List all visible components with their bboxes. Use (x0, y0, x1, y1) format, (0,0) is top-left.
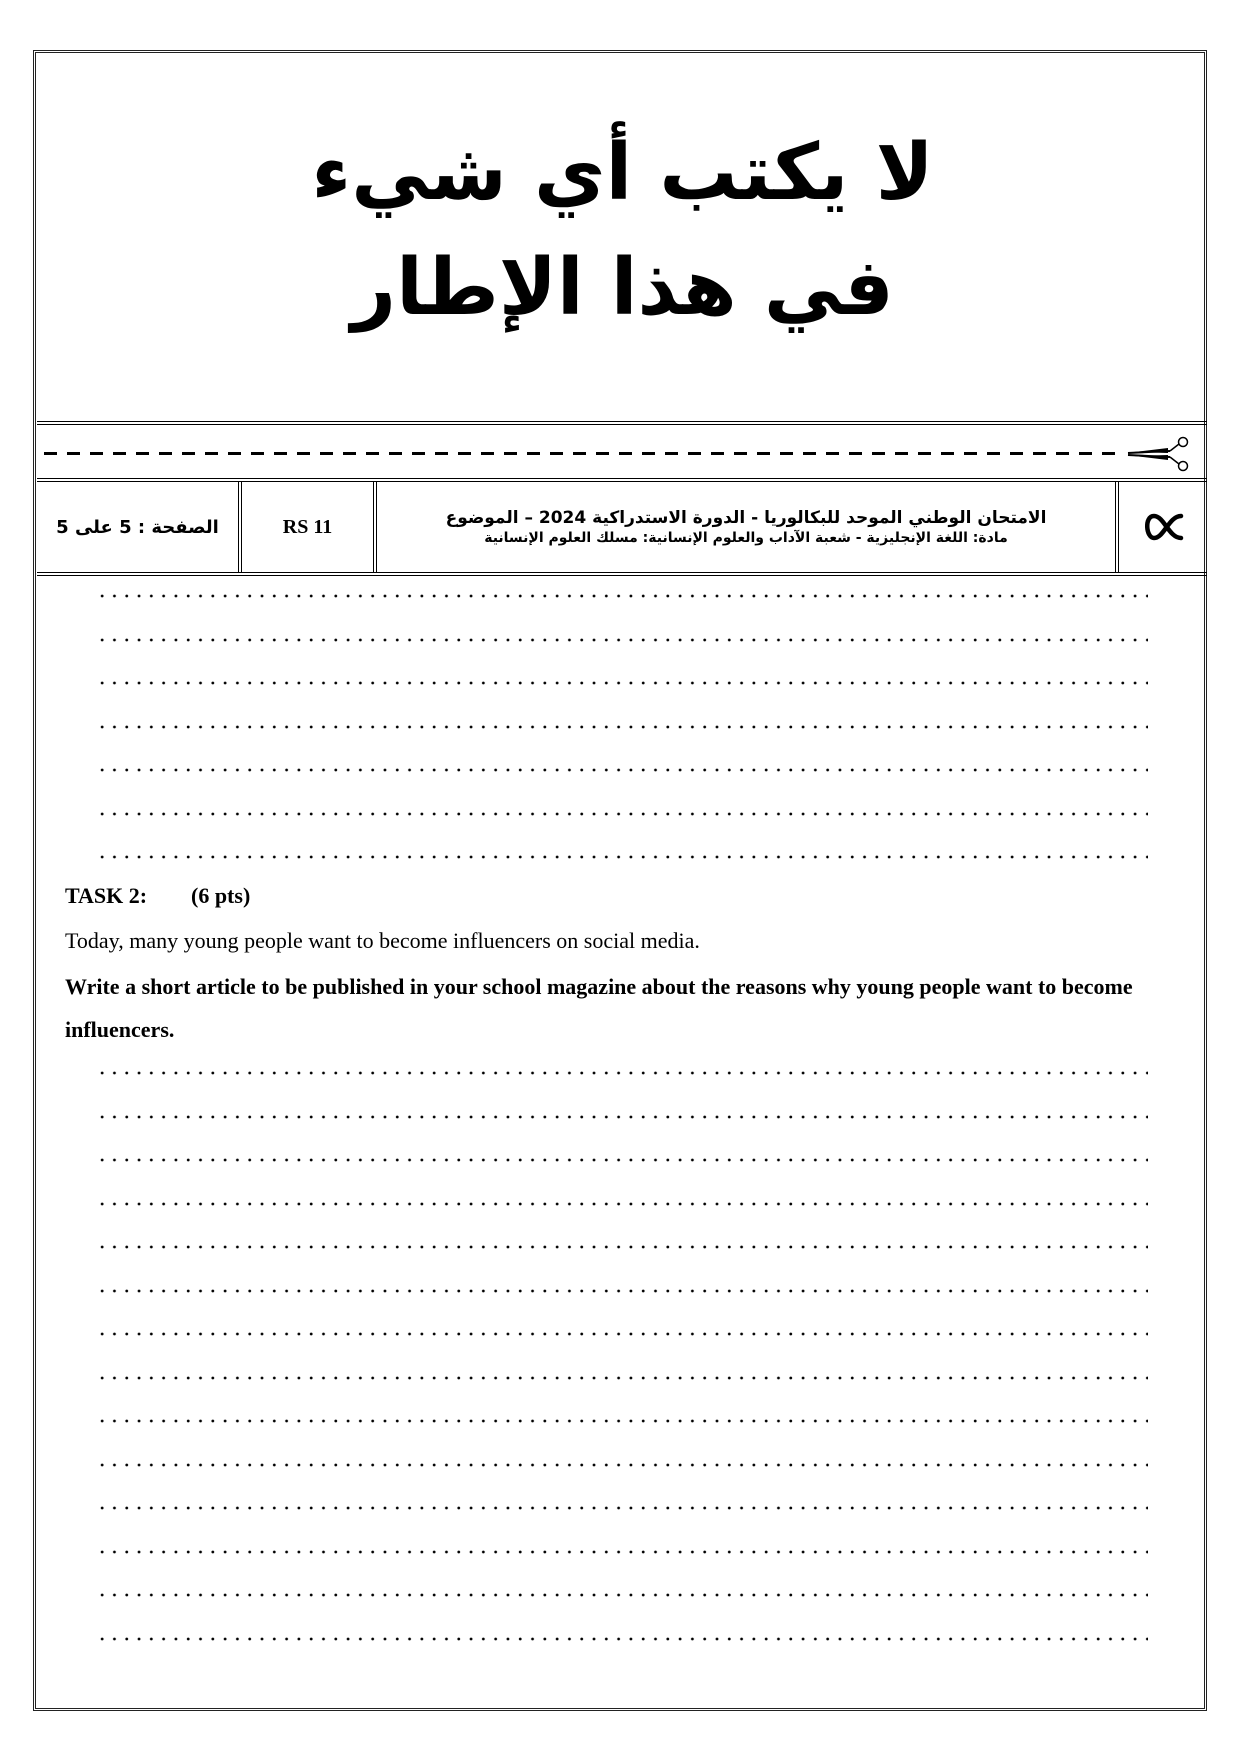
answer-line (96, 1506, 1148, 1510)
answer-line (96, 1419, 1148, 1423)
logo-cell (1119, 482, 1207, 572)
answer-line (96, 768, 1148, 772)
answer-line (96, 1593, 1148, 1597)
exam-subject: مادة: اللغة الإنجليزية - شعبة الآداب والعلوم الإنسانية: مسلك العلوم الإنسانية (484, 530, 1008, 546)
answer-line (96, 1289, 1148, 1293)
answer-line (96, 1550, 1148, 1554)
do-not-write-notice-line-1: لا يكتب أي شيء (311, 128, 934, 218)
exam-code-cell (242, 482, 377, 572)
answer-line (96, 1202, 1148, 1206)
answer-line (96, 725, 1148, 729)
answer-line (96, 1637, 1148, 1641)
answer-line (96, 1158, 1148, 1162)
exam-title: الامتحان الوطني الموحد للبكالوريا - الدورة الاستدراكية 2024 – الموضوع (445, 508, 1047, 528)
do-not-write-notice-line-2: في هذا الإطار (351, 243, 894, 333)
answer-line (96, 855, 1148, 859)
task-instruction: Write a short article to be published in your school magazine about the reasons why young people want to become influencers. (65, 974, 1133, 1042)
task-label: TASK 2: (65, 883, 148, 908)
answer-line (96, 1376, 1148, 1380)
cut-dashed-line (44, 452, 1124, 455)
answer-line (96, 681, 1148, 685)
scissors-icon (1124, 436, 1192, 472)
answer-line (96, 1115, 1148, 1119)
answer-line (96, 1245, 1148, 1249)
task-points: (6 pts) (191, 883, 251, 908)
page-number-cell (37, 482, 242, 572)
exam-code: RS 11 (282, 515, 333, 538)
answer-line (96, 1071, 1148, 1075)
exam-board-logo-icon (1141, 510, 1185, 544)
page-number: الصفحة : 5 على 5 (56, 516, 219, 538)
task-prompt: Today, many young people want to become influencers on social media. (65, 928, 700, 953)
exam-header-table (37, 478, 1207, 576)
answer-line (96, 638, 1148, 642)
notice-separator (37, 421, 1207, 425)
answer-line (96, 594, 1148, 598)
answer-line (96, 1463, 1148, 1467)
answer-line (96, 812, 1148, 816)
answer-line (96, 1332, 1148, 1336)
exam-title-cell (377, 482, 1119, 572)
